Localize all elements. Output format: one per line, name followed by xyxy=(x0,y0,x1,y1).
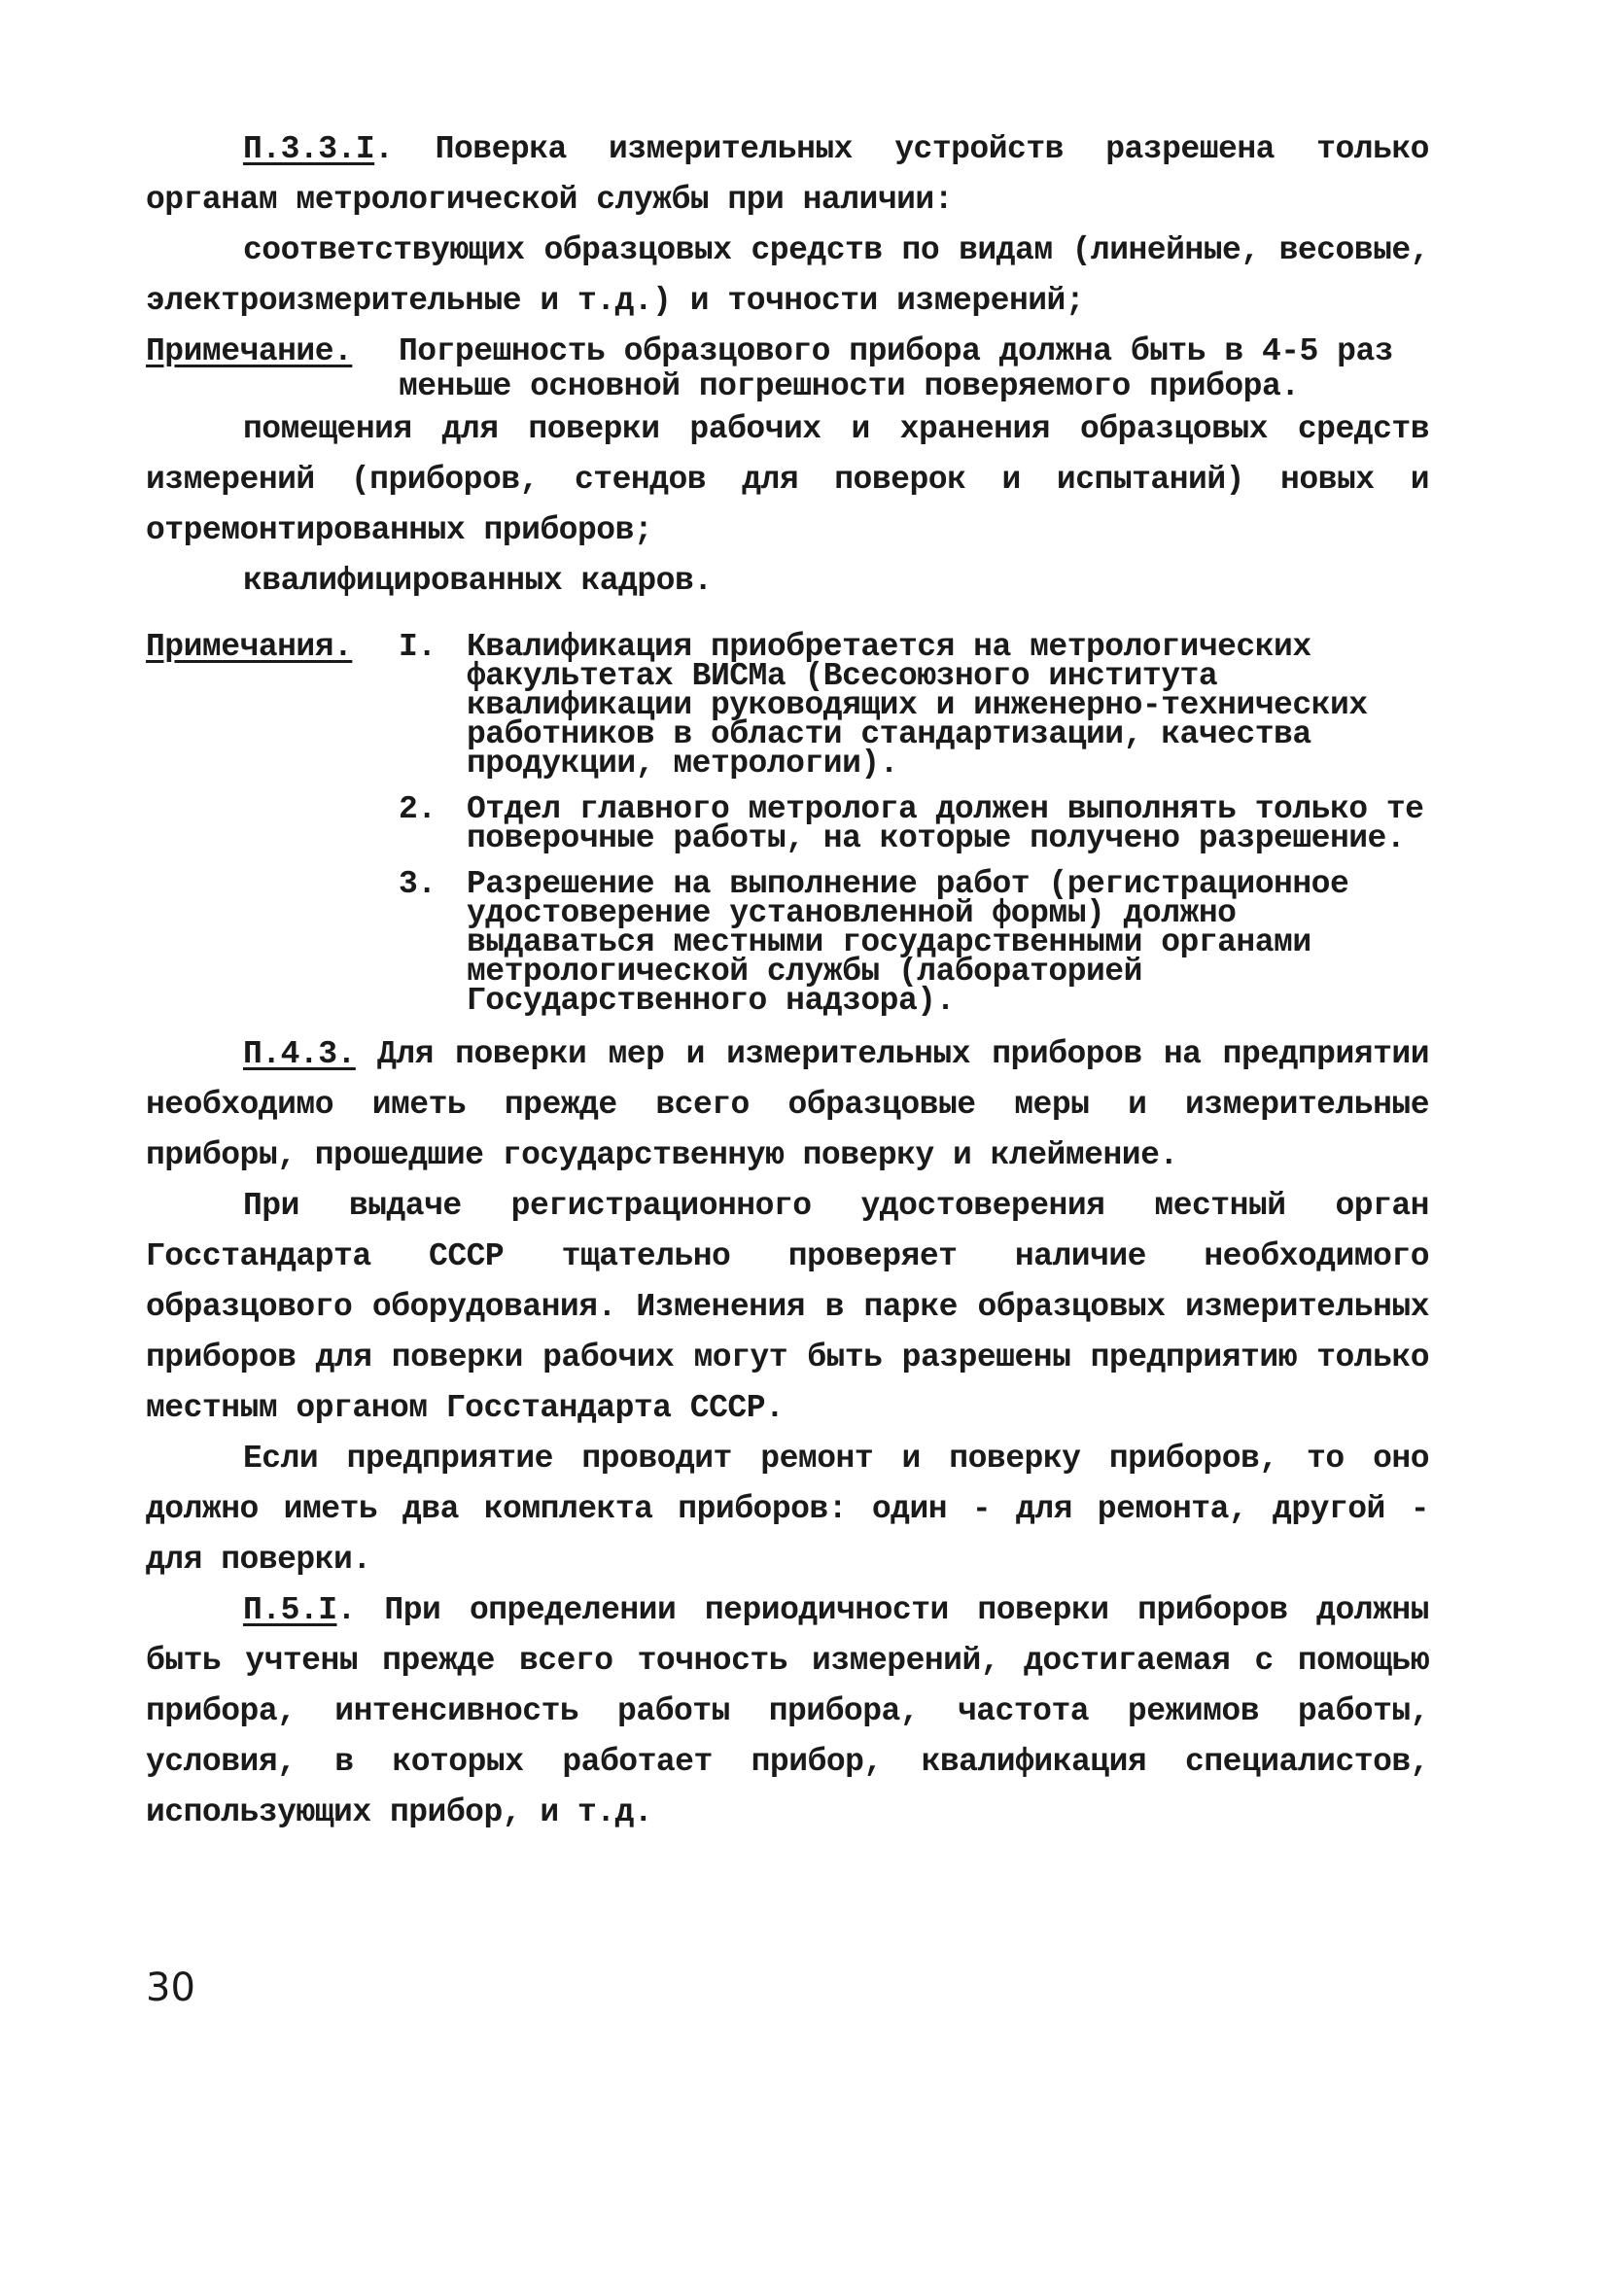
requirement-item-standards xyxy=(146,226,1429,327)
section-ref: П.4.3. xyxy=(243,1036,356,1072)
note-label: Примечание. xyxy=(146,333,353,369)
document-body xyxy=(146,124,1429,1838)
requirement-item-staff xyxy=(146,556,1429,607)
note-item xyxy=(399,866,1429,1019)
notes-list xyxy=(399,630,1429,1029)
requirement-text: помещения для поверки рабочих и хранения образцовых средств измерений (приборов, стендов для поверок и испытаний) новых и отремонтированных приборов; xyxy=(146,411,1429,548)
notes-block xyxy=(146,630,1429,1029)
requirement-item-premises xyxy=(146,404,1429,556)
note-number: 2. xyxy=(399,791,437,827)
note-text: Квалификация приобретается на метрологических факультетах ВИСМа (Всесоюзного института квалификации руководящих и инженерно-технических работников в области стандартизации, качества продукции, метрологии). xyxy=(467,629,1368,782)
paragraph-text: . Поверка измерительных устройств разрешена только органам метрологической службы при наличии: xyxy=(146,131,1429,218)
section-ref: П.5.I xyxy=(243,1592,337,1628)
paragraph-text: При выдаче регистрационного удостоверения местный орган Госстандарта СССР тщательно проверяет наличие необходимого образцового оборудования. Изменения в парке образцовых измерительных приборов для поверки рабочих могут быть разрешены предприятию только местным органом Госстандарта СССР. xyxy=(146,1188,1429,1426)
requirement-text: соответствующих образцовых средств по видам (линейные, весовые, электроизмерительные и т.д.) и точности измерений; xyxy=(146,232,1429,319)
note-text: Отдел главного метролога должен выполнять только те поверочные работы, на которые получено разрешение. xyxy=(467,791,1424,856)
paragraph-3-3-1 xyxy=(146,124,1429,226)
note-number: 3. xyxy=(399,866,437,902)
note-number: I. xyxy=(399,629,437,665)
paragraph-repair xyxy=(146,1434,1429,1585)
paragraph-text: Если предприятие проводит ремонт и поверку приборов, то оно должно иметь два комплекта приборов: один - для ремонта, другой - для поверки. xyxy=(146,1441,1429,1578)
note-item xyxy=(399,629,1429,782)
paragraph-text: Для поверки мер и измерительных приборов на предприятии необходимо иметь прежде всего образцовые меры и измерительные приборы, прошедшие государственную поверку и клеймение. xyxy=(146,1036,1429,1173)
paragraph-registration xyxy=(146,1181,1429,1434)
paragraph-5-1 xyxy=(146,1585,1429,1838)
notes-label: Примечания. xyxy=(146,629,353,665)
paragraph-4-3 xyxy=(146,1029,1429,1181)
note-text: Погрешность образцового прибора должна быть в 4-5 раз меньше основной погрешности поверяемого прибора. xyxy=(399,333,1394,404)
note-text: Разрешение на выполнение работ (регистрационное удостоверение установленной формы) должно выдаваться местными государственными органами метрологической службы (лабораторией Государственного надзора). xyxy=(467,866,1349,1019)
paragraph-text: . При определении периодичности поверки приборов должны быть учтены прежде всего точность измерений, достигаемая с помощью прибора, интенсивность работы прибора, частота режимов работы, условия, в которых работает прибор, квалификация специалистов, использующих прибор, и т.д. xyxy=(146,1592,1429,1830)
section-ref: П.3.3.I xyxy=(243,131,375,167)
note-item xyxy=(399,791,1429,856)
note-error-ratio xyxy=(146,327,1429,404)
page-number: 30 xyxy=(146,1966,195,2010)
requirement-text: квалифицированных кадров. xyxy=(243,563,713,599)
